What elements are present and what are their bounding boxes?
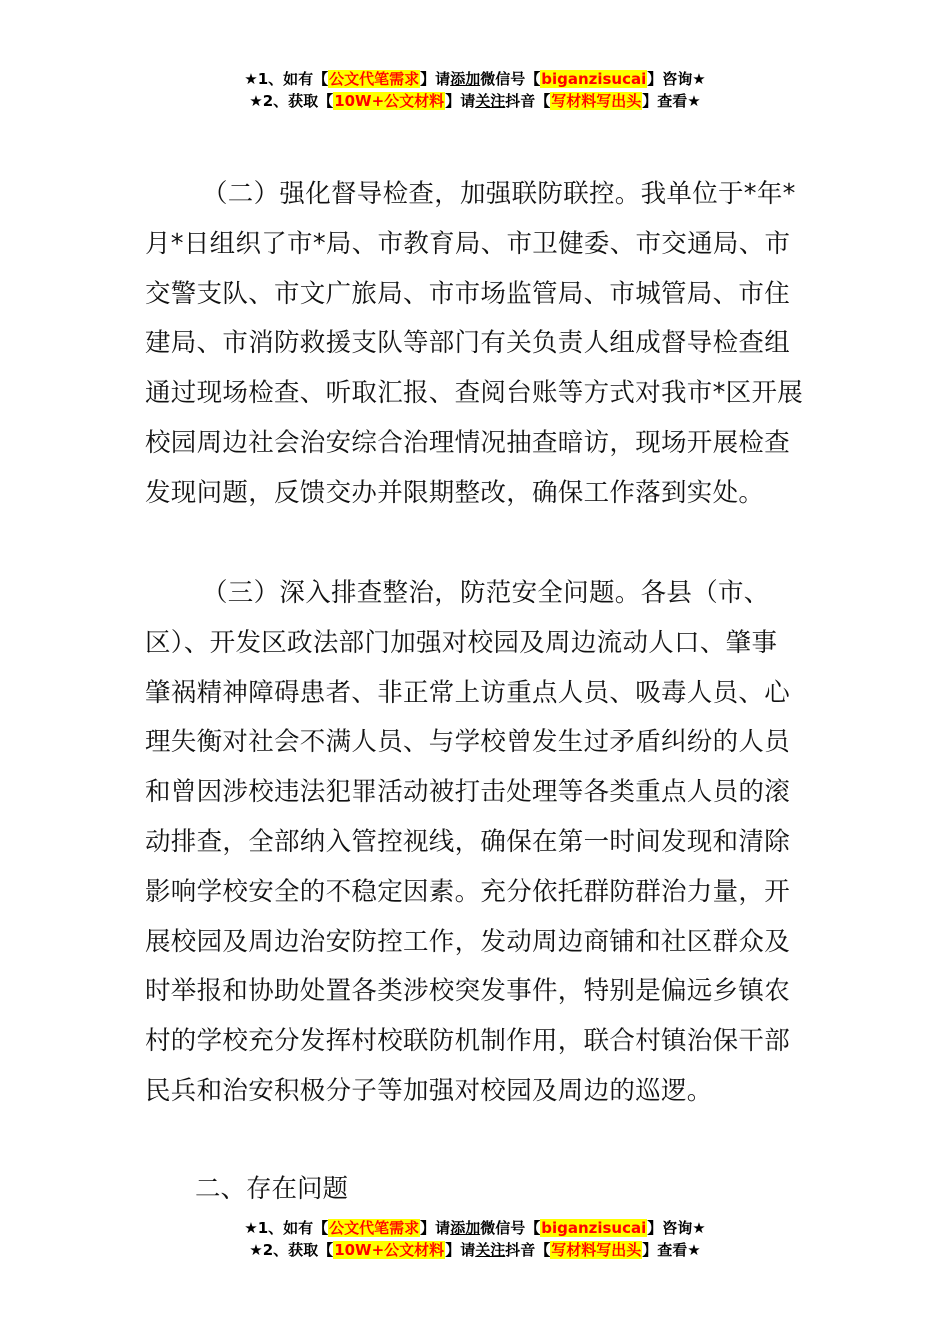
text-line: 肇祸精神障碍患者、非正常上访重点人员、吸毒人员、心	[145, 677, 791, 708]
banner-text: 】咨询★	[647, 1219, 706, 1237]
banner-text: 抖音【	[505, 1241, 551, 1259]
text-line: 交警支队、市文广旅局、市市场监管局、市城管局、市住	[145, 278, 791, 309]
text-line: 时举报和协助处置各类涉校突发事件，特别是偏远乡镇农	[145, 976, 791, 1007]
banner-text: 】查看★	[642, 1241, 701, 1259]
text-line: 民兵和治安积极分子等加强对校园及周边的巡逻。	[145, 1075, 713, 1106]
banner-text: 】查看★	[642, 92, 701, 110]
banner-underline: 添加	[450, 1219, 481, 1237]
banner-text: ★1、如有【	[244, 1219, 329, 1237]
text-line: 影响学校安全的不稳定因素。充分依托群防群治力量，开	[145, 876, 791, 907]
banner-highlight: biganzisucai	[541, 1219, 647, 1237]
banner-text: 】咨询★	[647, 70, 706, 88]
text-line: 通过现场检查、听取汇报、查阅台账等方式对我市*区开展	[145, 378, 804, 409]
banner-highlight: biganzisucai	[541, 70, 647, 88]
banner-text: 微信号【	[480, 1219, 541, 1237]
text-line: 理失衡对社会不满人员、与学校曾发生过矛盾纠纷的人员	[145, 727, 791, 758]
banner-line-2	[0, 90, 950, 112]
banner-text: ★2、获取【	[249, 92, 334, 110]
banner-highlight: 公文代笔需求	[329, 70, 420, 88]
banner-underline: 关注	[475, 92, 506, 110]
text-line: 展校园及周边治安防控工作，发动周边商铺和社区群众及	[145, 926, 791, 957]
header-banner	[0, 68, 950, 112]
paragraph-supervision	[145, 170, 810, 519]
text-line: 和曾因涉校违法犯罪活动被打击处理等各类重点人员的滚	[145, 777, 791, 808]
banner-text: 】请	[420, 70, 451, 88]
text-line: （二）强化督导检查，加强联防联控。我单位于*年*	[202, 179, 796, 209]
banner-underline: 添加	[450, 70, 481, 88]
banner-text: ★1、如有【	[244, 70, 329, 88]
paragraph-investigation	[145, 569, 810, 1117]
banner-highlight: 公文代笔需求	[329, 1219, 420, 1237]
banner-highlight: 写材料写出头	[551, 92, 642, 110]
section-heading: 二、存在问题	[195, 1174, 349, 1204]
banner-text: 】请	[445, 92, 476, 110]
banner-line-2	[0, 1239, 950, 1261]
text-line: 建局、市消防救援支队等部门有关负责人组成督导检查组	[145, 328, 791, 359]
banner-highlight: 写材料写出头	[551, 1241, 642, 1259]
footer-banner	[0, 1217, 950, 1261]
banner-text: 】请	[420, 1219, 451, 1237]
banner-text: 抖音【	[505, 92, 551, 110]
text-line: 区）、开发区政法部门加强对校园及周边流动人口、肇事	[145, 627, 778, 658]
banner-line-1	[0, 1217, 950, 1239]
banner-line-1	[0, 68, 950, 90]
banner-underline: 关注	[475, 1241, 506, 1259]
banner-highlight: 10W+公文材料	[334, 92, 445, 110]
text-line: 发现问题，反馈交办并限期整改，确保工作落到实处。	[145, 477, 765, 508]
banner-text: ★2、获取【	[249, 1241, 334, 1259]
banner-text: 微信号【	[480, 70, 541, 88]
text-line: （三）深入排查整治，防范安全问题。各县（市、	[202, 578, 770, 608]
text-line: 月*日组织了市*局、市教育局、市卫健委、市交通局、市	[145, 228, 791, 259]
text-line: 校园周边社会治安综合治理情况抽查暗访，现场开展检查	[145, 427, 791, 458]
text-line: 村的学校充分发挥村校联防机制作用，联合村镇治保干部	[145, 1026, 791, 1057]
banner-highlight: 10W+公文材料	[334, 1241, 445, 1259]
text-line: 动排查，全部纳入管控视线，确保在第一时间发现和清除	[145, 826, 791, 857]
banner-text: 】请	[445, 1241, 476, 1259]
